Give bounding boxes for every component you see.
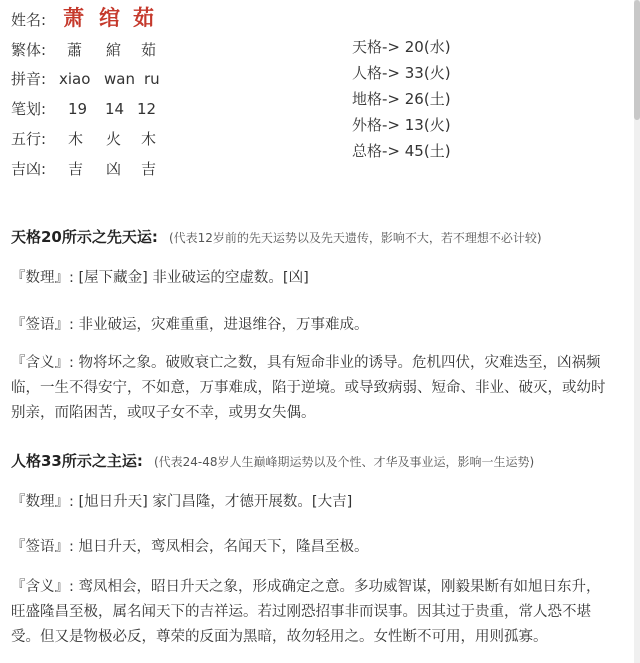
pinyin-value-1: xiao bbox=[59, 70, 91, 88]
pinyin-value-3: ru bbox=[144, 70, 160, 88]
strokes-label: 笔划: bbox=[11, 100, 47, 118]
name-char-1: 萧 bbox=[63, 6, 86, 30]
tian-ge-sign: 『签语』: 非业破运，灾难重重，进退维谷，万事难成。 bbox=[11, 317, 369, 333]
tian-ge-number: 『数理』: [屋下藏金] 非业破运的空虚数。[凶] bbox=[11, 270, 309, 286]
pinyin-label: 拼音: bbox=[11, 70, 47, 88]
wai-ge-value: 外格-> 13(火) bbox=[352, 116, 451, 134]
ren-ge-meaning: 『含义』: 鸾凤相会，昭日升天之象，形成确定之意。多功威智谋，刚毅果断有如旭日东升，旺盛隆昌至极，属名闻天下的吉祥运。若过刚恐招事非而误事。因其过于贵重，常人恐不堪受。但又是物极必反，尊荣的反面为黑暗，故勿轻用之。女性断不可用，用则孤寡。 bbox=[11, 579, 601, 645]
traditional-value-1: 蕭 bbox=[67, 41, 83, 59]
luck-value-1: 吉 bbox=[68, 160, 84, 178]
five-elements-value-3: 木 bbox=[141, 130, 157, 148]
di-ge-value: 地格-> 26(土) bbox=[352, 90, 451, 108]
ren-ge-note: (代表24-48岁人生巅峰期运势以及个性、才华及事业运，影响一生运势) bbox=[153, 455, 535, 469]
strokes-value-1: 19 bbox=[68, 100, 88, 118]
tian-ge-heading: 天格20所示之先天运: bbox=[11, 228, 158, 246]
traditional-label: 繁体: bbox=[11, 41, 47, 59]
pinyin-value-2: wan bbox=[104, 70, 135, 88]
ren-ge-heading-line bbox=[11, 450, 534, 471]
luck-value-2: 凶 bbox=[106, 160, 122, 178]
luck-value-3: 吉 bbox=[141, 160, 157, 178]
ren-ge-number: 『数理』: [旭日升天] 家门昌隆，才德开展数。[大吉] bbox=[11, 494, 353, 510]
ren-ge-sign: 『签语』: 旭日升天，鸾凤相会，名闻天下，隆昌至极。 bbox=[11, 539, 369, 555]
strokes-value-2: 14 bbox=[105, 100, 125, 118]
five-elements-value-1: 木 bbox=[68, 130, 84, 148]
name-label: 姓名: bbox=[11, 11, 47, 29]
name-char-2: 绾 bbox=[99, 6, 122, 30]
zong-ge-value: 总格-> 45(土) bbox=[352, 142, 451, 160]
tian-ge-note: (代表12岁前的先天运势以及先天遗传，影响不大，若不理想不必计较) bbox=[168, 231, 542, 245]
ren-ge-value: 人格-> 33(火) bbox=[352, 64, 451, 82]
five-elements-label: 五行: bbox=[11, 130, 47, 148]
name-char-3: 茹 bbox=[133, 6, 156, 30]
scrollbar-thumb[interactable] bbox=[634, 0, 640, 120]
tian-ge-heading-line bbox=[11, 226, 542, 247]
strokes-value-3: 12 bbox=[137, 100, 157, 118]
tian-ge-meaning: 『含义』: 物将坏之象。破败衰亡之数，具有短命非业的诱导。危机四伏，灾难迭至，凶祸频临，一生不得安宁，不如意，万事难成，陷于逆境。或导致病弱、短命、非业、破灭，或幼时别亲，而陷困苦，或叹子女不幸，或男女失偶。 bbox=[11, 355, 606, 421]
ren-ge-heading: 人格33所示之主运: bbox=[11, 452, 143, 470]
luck-label: 吉凶: bbox=[11, 160, 47, 178]
traditional-value-2: 綰 bbox=[106, 41, 122, 59]
five-elements-value-2: 火 bbox=[106, 130, 122, 148]
tian-ge-value: 天格-> 20(水) bbox=[352, 38, 451, 56]
traditional-value-3: 茹 bbox=[141, 41, 157, 59]
